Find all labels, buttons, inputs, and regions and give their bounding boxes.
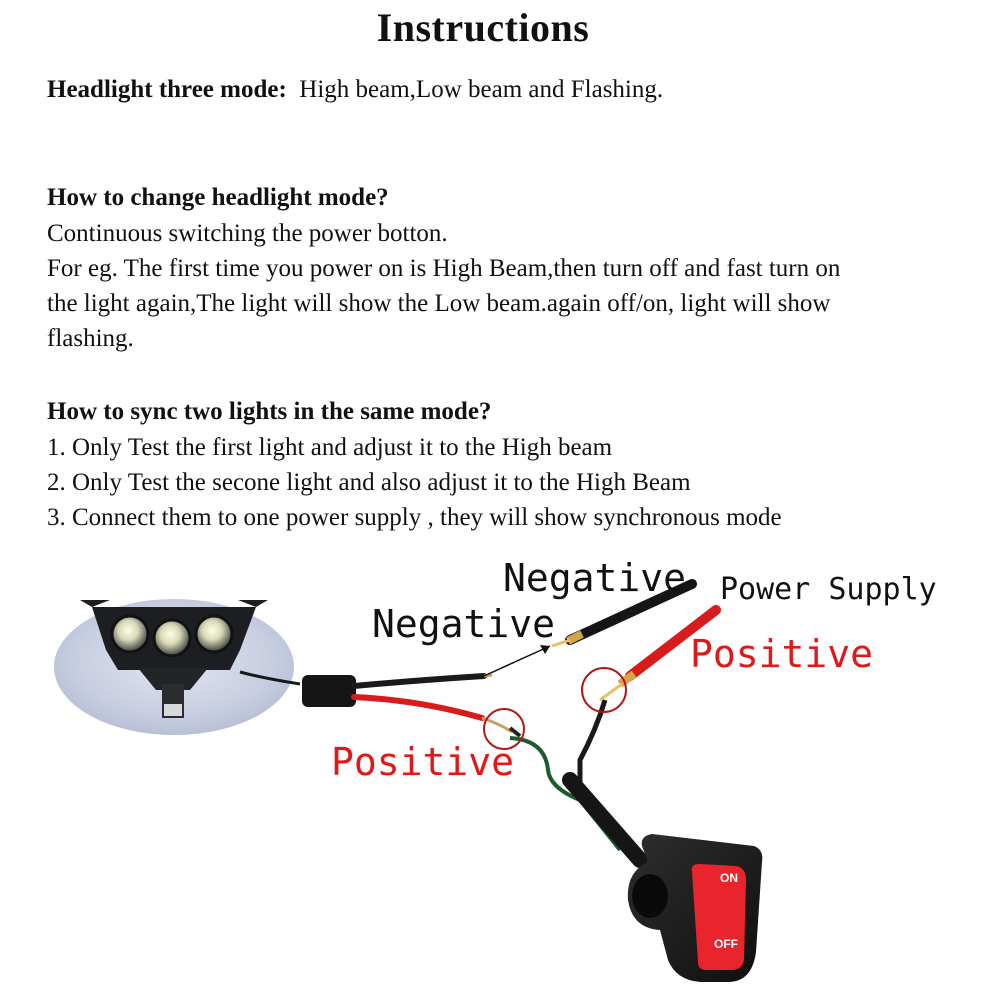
change-mode-line-3: the light again,The light will show the Low beam.again off/on, light will show <box>47 290 831 317</box>
positive-left-label: Positive <box>331 740 515 784</box>
sync-step-1: 1. Only Test the first light and adjust it to the High beam <box>47 434 613 461</box>
change-mode-line-1: Continuous switching the power botton. <box>47 220 448 247</box>
modes-label: Headlight three mode: <box>47 76 287 103</box>
switch-off-label: OFF <box>714 937 738 951</box>
switch-on-label: ON <box>720 871 738 885</box>
modes-value: High beam,Low beam and Flashing. <box>299 76 664 103</box>
positive-right-label: Positive <box>690 632 874 676</box>
change-mode-heading-text: How to change headlight mode? <box>47 184 389 211</box>
change-mode-line-2: For eg. The first time you power on is High Beam,then turn off and fast turn on <box>47 255 841 282</box>
headlight-image <box>54 599 300 735</box>
on-off-switch <box>628 834 763 982</box>
change-mode-line-4: flashing. <box>47 325 134 352</box>
sync-step-3: 3. Connect them to one power supply , they will show synchronous mode <box>47 504 782 531</box>
sync-step-2: 2. Only Test the secone light and also adjust it to the High Beam <box>47 469 691 496</box>
page-title: Instructions <box>376 5 590 50</box>
negative-left-label: Negative <box>372 602 556 646</box>
modes-line <box>47 76 663 104</box>
sync-heading-text: How to sync two lights in the same mode? <box>47 398 492 425</box>
negative-top-label: Negative <box>503 556 687 600</box>
sync-heading <box>47 398 491 426</box>
change-mode-heading <box>47 184 389 212</box>
power-supply-label: Power Supply <box>720 572 937 607</box>
wiring-diagram <box>0 540 1000 1000</box>
